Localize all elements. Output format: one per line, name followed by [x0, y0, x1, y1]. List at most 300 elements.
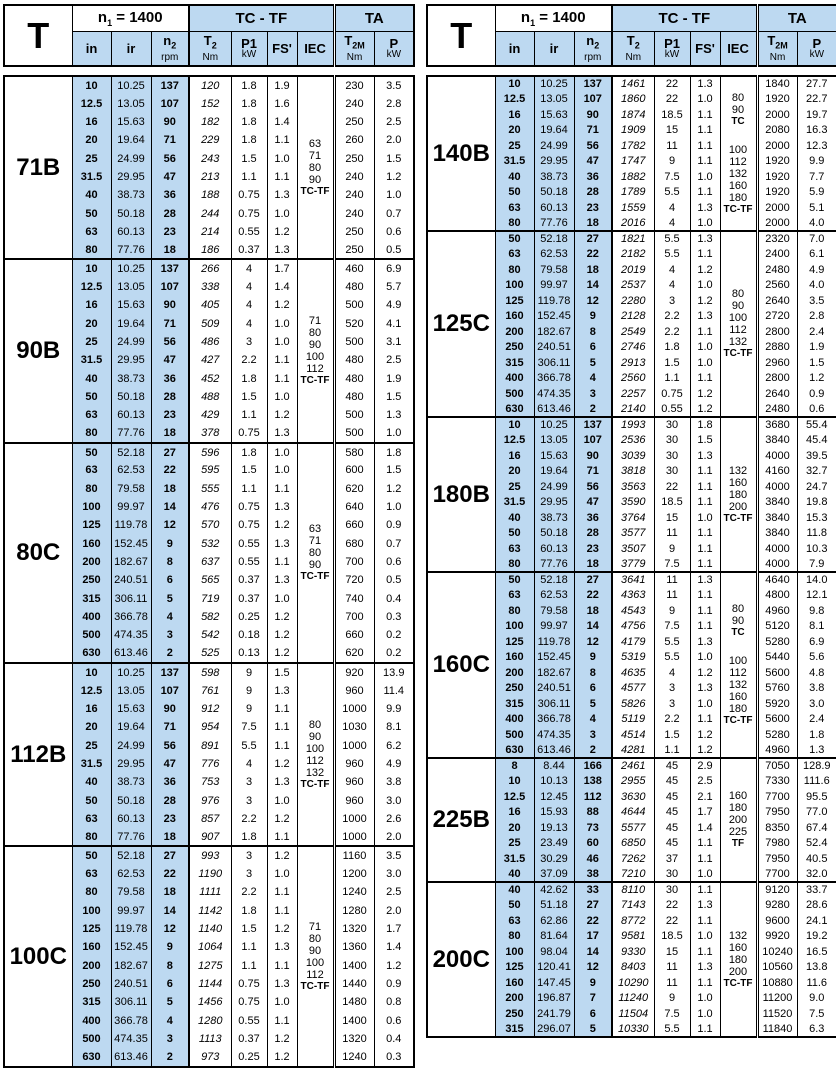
cell-p1: 2.2 — [231, 351, 267, 369]
cell-p: 3.0 — [374, 791, 414, 809]
cell-iec-motor-sizes: 132 160 180 200 TC-TF — [720, 417, 757, 572]
cell-p: 1.5 — [374, 149, 414, 167]
cell-n2: 33 — [574, 882, 612, 898]
cell-t2: 555 — [189, 480, 231, 498]
cell-p1: 4 — [654, 216, 690, 232]
cell-t2m: 1000 — [334, 700, 374, 718]
cell-n2: 14 — [574, 944, 612, 960]
column-header: $T_2$ Nm — [612, 32, 654, 67]
cell-p1: 1.1 — [231, 957, 267, 975]
cell-p: 19.8 — [797, 495, 836, 511]
cell-t2m: 460 — [334, 259, 374, 277]
tc-tf-group-header: TC - TF — [189, 5, 334, 32]
cell-t2: 2019 — [612, 262, 654, 278]
cell-p: 1.3 — [374, 406, 414, 424]
cell-fs: 1.1 — [690, 324, 720, 340]
cell-t2: 753 — [189, 773, 231, 791]
cell-p1: 0.37 — [231, 590, 267, 608]
cell-n2: 7 — [574, 991, 612, 1007]
cell-ir: 119.78 — [534, 634, 574, 650]
cell-p: 22.7 — [797, 92, 836, 108]
cell-in: 25 — [72, 149, 111, 167]
cell-fs: 1.3 — [690, 681, 720, 697]
cell-in: 315 — [495, 696, 534, 712]
cell-fs: 1.1 — [690, 185, 720, 201]
column-header: in — [72, 32, 111, 67]
cell-p1: 0.25 — [231, 1048, 267, 1066]
cell-n2: 47 — [574, 154, 612, 170]
cell-t2m: 8350 — [757, 820, 797, 836]
cell-p: 9.9 — [797, 154, 836, 170]
cell-in: 500 — [495, 727, 534, 743]
cell-ir: 13.05 — [534, 92, 574, 108]
cell-p1: 4 — [231, 278, 267, 296]
cell-t2: 2536 — [612, 433, 654, 449]
cell-ir: 60.13 — [111, 406, 151, 424]
cell-t2m: 4800 — [757, 588, 797, 604]
cell-fs: 1.2 — [267, 846, 297, 864]
cell-ir: 50.18 — [111, 388, 151, 406]
cell-t2m: 2000 — [757, 216, 797, 232]
cell-n2: 2 — [151, 645, 189, 663]
cell-fs: 1.2 — [690, 743, 720, 759]
cell-n2: 5 — [574, 1022, 612, 1038]
cell-in: 200 — [495, 991, 534, 1007]
cell-fs: 1.5 — [267, 663, 297, 681]
cell-p: 0.4 — [374, 1030, 414, 1048]
cell-n2: 6 — [151, 975, 189, 993]
cell-in: 63 — [495, 200, 534, 216]
cell-p1: 0.75 — [231, 975, 267, 993]
cell-n2: 112 — [574, 789, 612, 805]
cell-fs: 1.4 — [267, 113, 297, 131]
cell-n2: 9 — [151, 535, 189, 553]
cell-p: 3.0 — [374, 865, 414, 883]
cell-t2: 1821 — [612, 231, 654, 247]
cell-n2: 18 — [151, 828, 189, 846]
cell-ir: 51.18 — [534, 898, 574, 914]
cell-p: 55.4 — [797, 417, 836, 433]
cell-ir: 42.62 — [534, 882, 574, 898]
cell-fs: 1.0 — [267, 993, 297, 1011]
cell-p1: 4 — [231, 755, 267, 773]
cell-t2: 10330 — [612, 1022, 654, 1038]
cell-ir: 79.58 — [111, 480, 151, 498]
cell-t2m: 1000 — [334, 810, 374, 828]
group-label: 80C — [4, 443, 72, 663]
cell-in: 12.5 — [495, 789, 534, 805]
cell-fs: 1.2 — [690, 386, 720, 402]
cell-n2: 23 — [151, 223, 189, 241]
cell-p: 3.5 — [797, 293, 836, 309]
cell-t2: 476 — [189, 498, 231, 516]
cell-p: 4.0 — [797, 278, 836, 294]
cell-t2: 4179 — [612, 634, 654, 650]
cell-t2m: 250 — [334, 241, 374, 259]
cell-fs: 1.3 — [267, 975, 297, 993]
cell-n2: 46 — [574, 851, 612, 867]
cell-in: 10 — [72, 663, 111, 681]
cell-t2: 186 — [189, 241, 231, 259]
cell-p: 16.5 — [797, 944, 836, 960]
cell-t2: 532 — [189, 535, 231, 553]
cell-fs: 1.2 — [690, 293, 720, 309]
cell-n2: 138 — [574, 774, 612, 790]
cell-t2: 598 — [189, 663, 231, 681]
cell-p1: 1.5 — [654, 355, 690, 371]
cell-p1: 45 — [654, 774, 690, 790]
cell-t2: 2140 — [612, 402, 654, 418]
cell-p1: 1.8 — [231, 828, 267, 846]
cell-ir: 182.67 — [534, 324, 574, 340]
cell-n2: 9 — [151, 938, 189, 956]
cell-t2: 973 — [189, 1048, 231, 1066]
cell-p1: 0.75 — [231, 204, 267, 222]
cell-t2m: 9920 — [757, 929, 797, 945]
cell-fs: 1.3 — [690, 309, 720, 325]
cell-p: 52.4 — [797, 836, 836, 852]
cell-p: 11.8 — [797, 526, 836, 542]
cell-in: 400 — [72, 1012, 111, 1030]
cell-n2: 36 — [151, 773, 189, 791]
cell-t2m: 1440 — [334, 975, 374, 993]
cell-p1: 5.5 — [231, 736, 267, 754]
cell-n2: 90 — [151, 700, 189, 718]
cell-t2m: 480 — [334, 278, 374, 296]
cell-fs: 1.1 — [690, 944, 720, 960]
cell-p1: 11 — [654, 572, 690, 588]
cell-p: 1.0 — [374, 425, 414, 443]
cell-n2: 107 — [574, 92, 612, 108]
cell-iec-motor-sizes: 80 90 TC 100 112 132 160 180 TC-TF — [720, 76, 757, 231]
cell-fs: 1.0 — [267, 590, 297, 608]
cell-iec-motor-sizes: 80 90 100 112 132 TC-TF — [720, 231, 757, 417]
cell-in: 80 — [495, 262, 534, 278]
cell-fs: 1.1 — [267, 168, 297, 186]
cell-n2: 28 — [574, 526, 612, 542]
cell-ir: 474.35 — [111, 626, 151, 644]
cell-p: 1.0 — [374, 498, 414, 516]
cell-in: 20 — [495, 464, 534, 480]
cell-p: 15.3 — [797, 510, 836, 526]
cell-t2m: 1320 — [334, 920, 374, 938]
cell-p1: 1.5 — [654, 727, 690, 743]
cell-t2m: 1920 — [757, 185, 797, 201]
cell-p: 5.1 — [797, 200, 836, 216]
cell-p: 9.8 — [797, 603, 836, 619]
cell-fs: 1.3 — [267, 186, 297, 204]
cell-p1: 45 — [654, 820, 690, 836]
cell-p1: 0.37 — [231, 1030, 267, 1048]
table-row — [427, 76, 836, 92]
cell-fs: 1.1 — [690, 975, 720, 991]
cell-n2: 71 — [574, 123, 612, 139]
cell-fs: 1.0 — [267, 388, 297, 406]
column-header: P1 kW — [231, 32, 267, 67]
cell-t2: 993 — [189, 846, 231, 864]
cell-n2: 18 — [151, 425, 189, 443]
cell-p: 4.1 — [374, 314, 414, 332]
cell-fs: 1.0 — [690, 169, 720, 185]
cell-ir: 119.78 — [111, 516, 151, 534]
cell-t2: 1113 — [189, 1030, 231, 1048]
cell-p1: 7.5 — [231, 718, 267, 736]
cell-ir: 24.99 — [534, 138, 574, 154]
cell-in: 16 — [495, 448, 534, 464]
cell-in: 200 — [72, 553, 111, 571]
cell-t2m: 4000 — [757, 479, 797, 495]
cell-p1: 3 — [231, 865, 267, 883]
cell-n2: 14 — [574, 278, 612, 294]
cell-fs: 1.3 — [267, 535, 297, 553]
cell-fs: 1.0 — [690, 696, 720, 712]
cell-t2m: 2560 — [757, 278, 797, 294]
cell-n2: 22 — [574, 588, 612, 604]
cell-fs: 1.2 — [267, 516, 297, 534]
cell-n2: 2 — [151, 1048, 189, 1066]
cell-ir: 474.35 — [111, 1030, 151, 1048]
cell-t2: 9581 — [612, 929, 654, 945]
cell-ir: 12.45 — [534, 789, 574, 805]
cell-p1: 1.1 — [231, 406, 267, 424]
cell-p1: 11 — [654, 588, 690, 604]
cell-p: 1.5 — [374, 461, 414, 479]
cell-ir: 29.95 — [111, 755, 151, 773]
cell-p1: 11 — [654, 526, 690, 542]
group-label: 200C — [427, 882, 495, 1037]
cell-p1: 15 — [654, 510, 690, 526]
cell-p1: 4 — [231, 259, 267, 277]
cell-n2: 12 — [151, 920, 189, 938]
cell-t2: 182 — [189, 113, 231, 131]
cell-fs: 1.0 — [690, 216, 720, 232]
cell-n2: 56 — [574, 138, 612, 154]
cell-ir: 30.29 — [534, 851, 574, 867]
cell-p: 24.1 — [797, 913, 836, 929]
cell-t2m: 1320 — [334, 1030, 374, 1048]
cell-n2: 47 — [574, 495, 612, 511]
cell-n2: 12 — [574, 293, 612, 309]
cell-p1: 1.8 — [231, 901, 267, 919]
cell-in: 10 — [495, 417, 534, 433]
cell-ir: 240.51 — [534, 681, 574, 697]
cell-fs: 1.1 — [690, 1022, 720, 1038]
cell-t2m: 230 — [334, 76, 374, 94]
cell-p1: 15 — [654, 944, 690, 960]
cell-t2m: 720 — [334, 571, 374, 589]
cell-n2: 22 — [574, 247, 612, 263]
cell-p: 3.5 — [374, 846, 414, 864]
cell-ir: 60.13 — [534, 541, 574, 557]
cell-n2: 18 — [151, 883, 189, 901]
cell-fs: 1.2 — [267, 920, 297, 938]
tc-tf-group-header: TC - TF — [612, 5, 757, 32]
cell-p: 14.0 — [797, 572, 836, 588]
cell-p1: 0.75 — [231, 498, 267, 516]
cell-p: 12.3 — [797, 138, 836, 154]
cell-p1: 9 — [654, 603, 690, 619]
cell-p: 2.4 — [797, 712, 836, 728]
cell-p: 0.9 — [374, 975, 414, 993]
cell-p1: 9 — [654, 154, 690, 170]
cell-n2: 27 — [151, 443, 189, 461]
torque-type-header: T — [427, 5, 495, 66]
cell-p1: 2.2 — [231, 810, 267, 828]
cell-fs: 1.2 — [267, 1030, 297, 1048]
table-row — [427, 758, 836, 774]
cell-ir: 24.99 — [534, 479, 574, 495]
cell-in: 12.5 — [495, 92, 534, 108]
cell-t2: 4756 — [612, 619, 654, 635]
cell-p1: 18.5 — [654, 495, 690, 511]
cell-n2: 107 — [151, 681, 189, 699]
cell-t2: 761 — [189, 681, 231, 699]
cell-fs: 1.3 — [690, 448, 720, 464]
cell-in: 31.5 — [495, 851, 534, 867]
cell-p: 0.3 — [374, 608, 414, 626]
cell-p: 6.2 — [374, 736, 414, 754]
cell-t2m: 500 — [334, 296, 374, 314]
cell-n2: 12 — [574, 960, 612, 976]
cell-p1: 30 — [654, 882, 690, 898]
cell-p1: 5.5 — [654, 231, 690, 247]
cell-ir: 24.99 — [111, 333, 151, 351]
cell-t2m: 240 — [334, 94, 374, 112]
cell-t2: 5826 — [612, 696, 654, 712]
cell-n2: 6 — [574, 1006, 612, 1022]
cell-p: 128.9 — [797, 758, 836, 774]
cell-in: 400 — [72, 608, 111, 626]
cell-t2m: 4160 — [757, 464, 797, 480]
cell-t2: 3630 — [612, 789, 654, 805]
cell-t2: 8110 — [612, 882, 654, 898]
cell-t2: 1142 — [189, 901, 231, 919]
cell-p1: 9 — [654, 991, 690, 1007]
cell-p1: 1.5 — [231, 920, 267, 938]
cell-t2m: 1920 — [757, 169, 797, 185]
cell-fs: 1.3 — [267, 425, 297, 443]
cell-iec-motor-sizes: 63 71 80 90 TC-TF — [297, 76, 334, 259]
cell-t2: 912 — [189, 700, 231, 718]
cell-t2m: 3840 — [757, 433, 797, 449]
cell-t2m: 240 — [334, 204, 374, 222]
cell-t2: 1456 — [189, 993, 231, 1011]
cell-t2m: 250 — [334, 223, 374, 241]
cell-fs: 1.3 — [690, 76, 720, 92]
cell-in: 16 — [72, 700, 111, 718]
cell-t2m: 5280 — [757, 634, 797, 650]
cell-t2: 3563 — [612, 479, 654, 495]
cell-t2: 1789 — [612, 185, 654, 201]
cell-t2: 954 — [189, 718, 231, 736]
cell-fs: 1.1 — [690, 123, 720, 139]
cell-fs: 2.1 — [690, 789, 720, 805]
cell-t2m: 960 — [334, 773, 374, 791]
cell-ir: 15.63 — [111, 113, 151, 131]
cell-in: 400 — [495, 712, 534, 728]
cell-ir: 120.41 — [534, 960, 574, 976]
cell-p1: 1.8 — [231, 131, 267, 149]
cell-p: 0.7 — [374, 535, 414, 553]
cell-in: 160 — [72, 938, 111, 956]
cell-t2: 1280 — [189, 1012, 231, 1030]
cell-p: 1.5 — [797, 355, 836, 371]
cell-t2m: 2640 — [757, 386, 797, 402]
cell-in: 50 — [72, 204, 111, 222]
cell-t2m: 680 — [334, 535, 374, 553]
cell-ir: 19.13 — [534, 820, 574, 836]
cell-p1: 3 — [231, 773, 267, 791]
cell-t2: 1860 — [612, 92, 654, 108]
cell-t2m: 10880 — [757, 975, 797, 991]
cell-p: 0.4 — [374, 590, 414, 608]
cell-n2: 28 — [574, 185, 612, 201]
cell-n2: 18 — [574, 603, 612, 619]
cell-fs: 1.1 — [267, 718, 297, 736]
cell-in: 250 — [495, 681, 534, 697]
cell-n2: 27 — [574, 231, 612, 247]
cell-fs: 1.1 — [690, 913, 720, 929]
cell-n2: 166 — [574, 758, 612, 774]
cell-fs: 1.1 — [690, 526, 720, 542]
cell-n2: 137 — [151, 259, 189, 277]
column-header: $T_{2M}$ Nm — [757, 32, 797, 67]
cell-t2m: 480 — [334, 388, 374, 406]
cell-t2m: 9120 — [757, 882, 797, 898]
cell-p1: 2.2 — [654, 712, 690, 728]
cell-ir: 306.11 — [534, 696, 574, 712]
cell-in: 63 — [495, 541, 534, 557]
cell-p: 7.0 — [797, 231, 836, 247]
cell-fs: 1.1 — [267, 1012, 297, 1030]
cell-fs: 1.1 — [267, 553, 297, 571]
cell-n2: 6 — [574, 681, 612, 697]
cell-t2m: 250 — [334, 113, 374, 131]
cell-p1: 9 — [654, 541, 690, 557]
cell-t2m: 500 — [334, 406, 374, 424]
cell-p: 4.8 — [797, 665, 836, 681]
cell-p1: 0.75 — [231, 425, 267, 443]
cell-p1: 0.37 — [231, 241, 267, 259]
cell-n2: 17 — [574, 929, 612, 945]
cell-in: 160 — [495, 650, 534, 666]
cell-in: 250 — [495, 340, 534, 356]
cell-t2: 1461 — [612, 76, 654, 92]
cell-ir: 13.05 — [111, 681, 151, 699]
cell-t2m: 3840 — [757, 526, 797, 542]
cell-p: 19.2 — [797, 929, 836, 945]
cell-n2: 22 — [151, 461, 189, 479]
cell-in: 63 — [72, 865, 111, 883]
cell-n2: 107 — [574, 433, 612, 449]
cell-n2: 9 — [574, 309, 612, 325]
cell-p: 1.2 — [374, 480, 414, 498]
cell-t2: 5319 — [612, 650, 654, 666]
cell-t2: 907 — [189, 828, 231, 846]
cell-n2: 12 — [151, 516, 189, 534]
cell-ir: 24.99 — [111, 736, 151, 754]
table-body-right — [426, 75, 836, 1038]
cell-t2m: 5920 — [757, 696, 797, 712]
cell-p: 12.1 — [797, 588, 836, 604]
cell-t2m: 500 — [334, 425, 374, 443]
cell-in: 40 — [72, 186, 111, 204]
cell-ir: 152.45 — [111, 938, 151, 956]
cell-ir: 366.78 — [111, 1012, 151, 1030]
cell-in: 125 — [72, 516, 111, 534]
cell-ir: 15.63 — [111, 296, 151, 314]
cell-n2: 6 — [574, 340, 612, 356]
